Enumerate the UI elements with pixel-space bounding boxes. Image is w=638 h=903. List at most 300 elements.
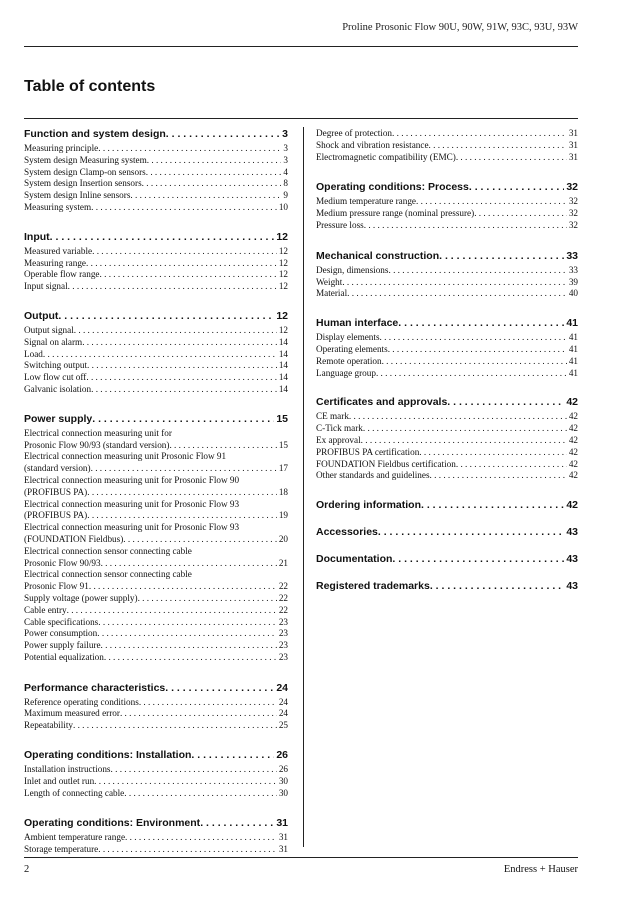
toc-entry[interactable]: [24, 360, 288, 372]
toc-entry-page: 22: [278, 592, 288, 603]
toc-section: [24, 128, 288, 214]
toc-section-heading-label: Mechanical construction: [316, 249, 440, 262]
toc-entry-leader: [120, 708, 277, 720]
toc-entry-leader: [87, 360, 277, 372]
toc-entry-label: (standard version): [24, 463, 91, 474]
toc-section-heading-leader: [191, 749, 274, 762]
toc-section: [24, 749, 288, 799]
footer-brand: Endress + Hauser: [503, 864, 578, 875]
toc-section-heading[interactable]: [316, 580, 578, 593]
toc-section-heading[interactable]: [24, 310, 288, 323]
toc-entry-leader: [91, 202, 277, 214]
toc-entry-label: Medium pressure range (nominal pressure): [316, 208, 475, 219]
toc-section-heading-page: 41: [566, 317, 578, 330]
toc-entry-leader: [98, 143, 281, 155]
toc-entry-label: Maximum measured error: [24, 708, 120, 719]
toc-section-heading-page: 43: [566, 553, 578, 566]
toc-entry[interactable]: [316, 411, 578, 423]
toc-entry[interactable]: [24, 190, 288, 202]
toc-entry-leader: [124, 788, 277, 800]
toc-entry-label: Power consumption: [24, 628, 98, 639]
toc-entry-leader: [456, 152, 567, 164]
toc-section-heading-leader: [165, 682, 274, 695]
toc-entry-label: System design Clamp-on sensors: [24, 166, 146, 177]
toc-entry-page: 12: [278, 324, 288, 335]
toc-section-heading-leader: [469, 181, 564, 194]
toc-section-heading-leader: [50, 231, 275, 244]
toc-section-heading[interactable]: [316, 181, 578, 194]
toc-section: [24, 682, 288, 732]
toc-entry-page: 31: [568, 151, 578, 162]
toc-section-heading-leader: [200, 817, 274, 830]
toc-entry[interactable]: [24, 487, 288, 499]
toc-entry-page: 18: [278, 486, 288, 497]
footer-rule: [24, 857, 578, 858]
toc-section-heading-leader: [58, 310, 274, 323]
toc-entry-page: 32: [568, 219, 578, 230]
toc-entry-label: System design Insertion sensors: [24, 178, 142, 189]
toc-entry-label: PROFIBUS PA certification: [316, 446, 420, 457]
toc-entry[interactable]: [24, 349, 288, 361]
toc-entry-label: Shock and vibration resistance: [316, 139, 429, 150]
toc-entry[interactable]: [24, 384, 288, 396]
toc-section-heading[interactable]: [24, 413, 288, 426]
toc-entry-page: 3: [283, 143, 288, 153]
toc-section-heading-leader: [378, 526, 564, 539]
toc-entry-page: 31: [278, 832, 288, 843]
toc-entry-page: 14: [278, 360, 288, 371]
toc-entry-page: 40: [568, 288, 578, 299]
toc-entry-label: Storage temperature: [24, 844, 99, 855]
toc-entry[interactable]: [24, 258, 288, 270]
toc-entry-page: 42: [568, 470, 578, 481]
toc-entry-page: 23: [278, 640, 288, 651]
toc-entry-label: Galvanic isolation: [24, 383, 92, 394]
toc-entry-page: 20: [278, 533, 288, 544]
toc-entry-leader: [388, 265, 566, 277]
toc-entry[interactable]: [24, 628, 288, 640]
toc-entry-label: Cable specifications: [24, 616, 99, 627]
toc-entry-label: Inlet and outlet run: [24, 775, 95, 786]
toc-entry[interactable]: [24, 581, 288, 593]
toc-entry-page: 9: [283, 190, 288, 201]
toc-section-heading-page: 26: [276, 749, 288, 762]
toc-entry-label: Measuring principle: [24, 143, 99, 153]
toc-entry[interactable]: [316, 196, 578, 208]
toc-entry-leader: [98, 617, 277, 629]
toc-entry-page: 41: [568, 332, 578, 343]
toc-entry-page: 42: [568, 423, 578, 434]
toc-section-heading-page: 33: [566, 249, 578, 262]
toc-entry-page: 14: [278, 383, 288, 394]
toc-entry[interactable]: [316, 220, 578, 232]
toc-entry-leader: [416, 196, 567, 208]
toc-entry-page: 23: [278, 628, 288, 639]
toc-section-heading[interactable]: [24, 817, 288, 830]
toc-entry-leader: [87, 487, 277, 499]
toc-entry[interactable]: [316, 423, 578, 435]
toc-section: [316, 317, 578, 379]
toc-entry-page: 42: [568, 434, 578, 445]
toc-section-heading-leader: [92, 413, 274, 426]
toc-entry-leader: [111, 764, 277, 776]
toc-entry[interactable]: [316, 265, 578, 277]
toc-entry-label: Prosonic Flow 91: [24, 581, 89, 592]
toc-section-heading[interactable]: [24, 682, 288, 695]
toc-entry-lead: Electrical connection sensor connecting cable: [24, 545, 192, 556]
toc-section-heading-label: Accessories: [316, 526, 378, 539]
toc-entry[interactable]: [24, 510, 288, 522]
toc-section-heading-page: 12: [276, 309, 288, 322]
toc-entry-label: Switching output: [24, 360, 88, 371]
toc-section: [24, 817, 288, 856]
toc-entry-lead: Electrical connection sensor connecting cable: [24, 569, 192, 580]
toc-entry-lead: Electrical connection measuring unit for Prosonic Flow 93: [24, 522, 240, 533]
toc-entry[interactable]: [24, 534, 288, 546]
toc-entry-label: Reference operating conditions: [24, 696, 139, 707]
toc-section-heading[interactable]: [24, 231, 288, 244]
toc-entry-leader: [98, 844, 277, 856]
toc-section-heading-page: 12: [276, 230, 288, 243]
toc-section-heading-label: Registered trademarks: [316, 580, 430, 593]
toc-entry-page: 31: [568, 139, 578, 150]
toc-section-heading-page: 43: [566, 526, 578, 539]
toc-entry-page: 41: [568, 343, 578, 354]
toc-section-heading[interactable]: [316, 396, 578, 409]
toc-entry[interactable]: [24, 337, 288, 349]
toc-entry-leader: [138, 593, 277, 605]
toc-entry-page: 12: [278, 269, 288, 280]
toc-entry[interactable]: [24, 640, 288, 652]
toc-entry-leader: [87, 510, 277, 522]
toc-entry-page: 14: [278, 336, 288, 347]
toc-entry-page: 24: [278, 708, 288, 719]
toc-section: [316, 580, 578, 593]
toc-entry[interactable]: [316, 152, 578, 164]
toc-entry[interactable]: [24, 720, 288, 732]
column-divider: [303, 127, 304, 847]
toc-entry-page: 23: [278, 651, 288, 662]
toc-right-column: [316, 128, 578, 595]
toc-entry-page: 42: [568, 458, 578, 469]
toc-section: [316, 553, 578, 566]
toc-entry-label: Measuring range: [24, 257, 86, 268]
toc-entry-label: Display elements: [316, 332, 380, 343]
toc-entry[interactable]: [316, 277, 578, 289]
toc-entry-leader: [130, 190, 281, 202]
toc-section-heading-label: Input: [24, 230, 50, 243]
toc-section-heading[interactable]: [24, 749, 288, 762]
toc-entry-leader: [430, 470, 567, 482]
toc-section-heading-label: Performance characteristics: [24, 681, 166, 694]
toc-entry-leader: [91, 463, 277, 475]
toc-entry-page: 21: [278, 557, 288, 568]
toc-section-heading-label: Documentation: [316, 553, 393, 566]
toc-entry-page: 25: [278, 720, 288, 731]
toc-entry-leader: [139, 697, 277, 709]
toc-entry-page: 39: [568, 276, 578, 287]
toc-entry-leader: [147, 155, 282, 167]
toc-entry-leader: [349, 411, 567, 423]
toc-entry[interactable]: [24, 605, 288, 617]
toc-entry-page: 8: [283, 178, 288, 189]
toc-entry-label: Cable entry: [24, 604, 67, 615]
toc-section-heading-leader: [392, 553, 564, 566]
toc-entry-leader: [456, 459, 567, 471]
toc-entry-page: 41: [568, 367, 578, 378]
toc-entry-leader: [97, 628, 277, 640]
toc-entry-leader: [364, 220, 567, 232]
toc-section-heading-label: Power supply: [24, 412, 93, 425]
toc-entry[interactable]: [24, 143, 288, 155]
toc-entry[interactable]: [316, 288, 578, 300]
toc-entry-page: 12: [278, 281, 288, 292]
toc-entry[interactable]: [316, 128, 578, 140]
toc-section-heading-label: Certificates and approvals: [316, 396, 448, 409]
toc-section-heading-page: 42: [566, 499, 578, 512]
toc-entry-label: (PROFIBUS PA): [24, 510, 88, 521]
toc-entry-label: Measuring system: [24, 201, 92, 212]
toc-entry-leader: [380, 332, 567, 344]
toc-entry-label: CE mark: [316, 411, 349, 422]
toc-entry[interactable]: [24, 617, 288, 629]
document-header-title: Proline Prosonic Flow 90U, 90W, 91W, 93C, 93U, 93W: [342, 22, 578, 33]
toc-entry-page: 12: [278, 245, 288, 256]
toc-entry-leader: [169, 440, 276, 452]
toc-entry-label: Input signal: [24, 281, 68, 292]
toc-entry[interactable]: [24, 832, 288, 844]
toc-section: [24, 413, 288, 664]
toc-entry-page: 24: [278, 696, 288, 707]
toc-entry-leader: [361, 435, 567, 447]
toc-entry[interactable]: [24, 325, 288, 337]
toc-section: [316, 250, 578, 300]
toc-entry[interactable]: [24, 440, 288, 452]
toc-section-heading-label: Operating conditions: Environment: [24, 817, 201, 830]
toc-entry-leader: [68, 281, 277, 293]
toc-section-heading-page: 31: [276, 817, 288, 830]
toc-section-heading-page: 3: [282, 128, 288, 140]
toc-entry-page: 17: [278, 463, 288, 474]
toc-entry-leader: [342, 277, 567, 289]
toc-entry-label: Power supply failure: [24, 640, 101, 651]
toc-entry[interactable]: [24, 246, 288, 258]
header-rule: [24, 46, 578, 47]
toc-entry[interactable]: [316, 344, 578, 356]
toc-entry-lead: Electrical connection measuring unit for: [24, 427, 172, 438]
toc-entry[interactable]: [316, 208, 578, 220]
toc-entry-page: 15: [278, 439, 288, 450]
toc-entry-leader: [392, 128, 567, 140]
toc-section-heading-leader: [447, 396, 564, 409]
toc-entry[interactable]: [24, 463, 288, 475]
toc-entry-leader: [92, 246, 277, 258]
toc-entry[interactable]: [24, 155, 288, 167]
toc-entry-leader: [123, 534, 277, 546]
toc-entry-label: Supply voltage (power supply): [24, 592, 138, 603]
toc-section-heading[interactable]: [316, 499, 578, 512]
toc-entry-page: 12: [278, 257, 288, 268]
toc-entry-leader: [74, 325, 277, 337]
toc-section-heading[interactable]: [316, 526, 578, 539]
toc-entry-page: 30: [278, 775, 288, 786]
toc-entry-page: 10: [278, 201, 288, 212]
toc-section-heading-page: 15: [276, 412, 288, 425]
toc-section-heading-label: Operating conditions: Installation: [24, 749, 192, 762]
toc-entry[interactable]: [24, 697, 288, 709]
toc-entry-leader: [101, 640, 277, 652]
toc-entry-leader: [146, 167, 282, 179]
toc-section-heading-page: 32: [566, 181, 578, 194]
toc-section-heading-leader: [421, 499, 564, 512]
toc-entry-page: 31: [568, 128, 578, 138]
toc-entry-leader: [429, 140, 567, 152]
toc-entry-page: 22: [278, 604, 288, 615]
toc-section-heading[interactable]: [24, 128, 288, 141]
toc-entry-label: Prosonic Flow 90/93: [24, 557, 101, 568]
toc-entry-label: Material: [316, 288, 348, 299]
toc-entry-leader: [43, 349, 277, 361]
toc-entry[interactable]: [316, 140, 578, 152]
toc-entry[interactable]: [24, 269, 288, 281]
toc-entry-page: 41: [568, 355, 578, 366]
toc-entry[interactable]: [24, 708, 288, 720]
toc-entry-label: Language group: [316, 367, 376, 378]
toc-entry-label: Electromagnetic compatibility (EMC): [316, 151, 456, 162]
toc-entry-lead: Electrical connection measuring unit for Prosonic Flow 93: [24, 498, 240, 509]
toc-entry-label: (FOUNDATION Fieldbus): [24, 533, 124, 544]
toc-entry[interactable]: [24, 844, 288, 856]
toc-entry-label: Length of connecting cable: [24, 787, 125, 798]
toc-section-heading-leader: [439, 250, 564, 263]
toc-left-column: [24, 128, 288, 856]
toc-section: [316, 526, 578, 539]
toc-section: [316, 396, 578, 482]
toc-entry[interactable]: [24, 372, 288, 384]
toc-entry[interactable]: [316, 470, 578, 482]
toc-entry-page: 22: [278, 581, 288, 592]
toc-entry-leader: [474, 208, 567, 220]
toc-entry-label: Remote operation: [316, 355, 382, 366]
toc-entry-page: 26: [278, 764, 288, 775]
toc-entry-label: Weight: [316, 276, 343, 287]
toc-entry[interactable]: [316, 332, 578, 344]
toc-entry[interactable]: [24, 593, 288, 605]
toc-entry-label: Ex approval: [316, 434, 361, 445]
toc-entry-label: Measured variable: [24, 245, 93, 256]
toc-entry-label: Other standards and guidelines: [316, 470, 430, 481]
toc-section-heading-label: Function and system design: [24, 128, 166, 140]
toc-entry-label: Low flow cut off: [24, 372, 87, 383]
toc-entry-leader: [125, 832, 277, 844]
toc-section-heading-page: 24: [276, 681, 288, 694]
toc-entry-label: (PROFIBUS PA): [24, 486, 88, 497]
toc-section: [316, 128, 578, 163]
toc-section: [24, 310, 288, 396]
toc-section-heading-leader: [166, 128, 280, 141]
toc-entry-lead: Electrical connection measuring unit Prosonic Flow 91: [24, 451, 227, 462]
toc-entry[interactable]: [24, 558, 288, 570]
toc-entry-page: 23: [278, 616, 288, 627]
toc-section-heading[interactable]: [316, 250, 578, 263]
toc-entry[interactable]: [24, 764, 288, 776]
toc-entry[interactable]: [24, 178, 288, 190]
page-number: 2: [24, 864, 30, 875]
toc-entry-page: 31: [278, 844, 288, 855]
toc-entry[interactable]: [24, 167, 288, 179]
toc-section-heading-label: Ordering information: [316, 499, 421, 512]
toc-entry-page: 32: [568, 196, 578, 207]
toc-section-heading[interactable]: [316, 553, 578, 566]
toc-section-heading-leader: [430, 580, 565, 593]
toc-entry[interactable]: [24, 202, 288, 214]
toc-entry-label: Operable flow range: [24, 269, 100, 280]
toc-section-heading[interactable]: [316, 317, 578, 330]
toc-section-heading-label: Human interface: [316, 317, 399, 330]
toc-section-heading-leader: [398, 317, 564, 330]
toc-entry-label: Design, dimensions: [316, 264, 389, 275]
toc-entry[interactable]: [316, 368, 578, 380]
toc-entry-label: FOUNDATION Fieldbus certification: [316, 458, 456, 469]
toc-section: [316, 181, 578, 231]
toc-entry[interactable]: [24, 652, 288, 664]
toc-section: [316, 499, 578, 512]
toc-entry-label: Installation instructions: [24, 764, 111, 775]
toc-entry[interactable]: [24, 281, 288, 293]
toc-entry-page: 19: [278, 510, 288, 521]
toc-entry-label: Repeatability: [24, 720, 73, 731]
toc-entry[interactable]: [316, 356, 578, 368]
toc-entry-label: Signal on alarm: [24, 336, 83, 347]
toc-entry-leader: [86, 258, 277, 270]
toc-entry-label: Potential equalization: [24, 651, 104, 662]
toc-section: [24, 231, 288, 293]
toc-entry-leader: [100, 269, 277, 281]
toc-section-heading-page: 42: [566, 396, 578, 409]
toc-entry-label: Medium temperature range: [316, 196, 416, 207]
toc-entry-leader: [82, 337, 277, 349]
toc-entry-label: System design Measuring system: [24, 154, 147, 165]
toc-entry-page: 32: [568, 208, 578, 219]
toc-entry-label: Output signal: [24, 324, 74, 335]
toc-section-heading-page: 43: [566, 580, 578, 593]
toc-entry-leader: [388, 344, 567, 356]
toc-entry[interactable]: [24, 776, 288, 788]
toc-entry-leader: [376, 368, 567, 380]
toc-entry-label: C-Tick mark: [316, 423, 363, 434]
toc-entry[interactable]: [316, 459, 578, 471]
toc-entry-leader: [67, 605, 277, 617]
toc-entry-leader: [142, 178, 282, 190]
toc-entry-leader: [101, 558, 277, 570]
toc-entry-leader: [73, 720, 277, 732]
toc-entry-label: Load: [24, 348, 43, 359]
toc-entry-leader: [91, 384, 277, 396]
toc-entry-label: Ambient temperature range: [24, 832, 126, 843]
toc-entry[interactable]: [24, 788, 288, 800]
page-title: Table of contents: [24, 78, 156, 95]
toc-top-rule: [24, 118, 578, 119]
toc-section-heading-label: Operating conditions: Process: [316, 181, 469, 194]
toc-entry-leader: [419, 447, 567, 459]
toc-entry-label: Degree of protection: [316, 128, 393, 138]
toc-entry-page: 14: [278, 348, 288, 359]
toc-entry-page: 33: [568, 264, 578, 275]
toc-entry[interactable]: [316, 447, 578, 459]
toc-entry-lead: Electrical connection measuring unit for Prosonic Flow 90: [24, 474, 240, 485]
toc-entry-leader: [86, 372, 276, 384]
toc-entry[interactable]: [316, 435, 578, 447]
